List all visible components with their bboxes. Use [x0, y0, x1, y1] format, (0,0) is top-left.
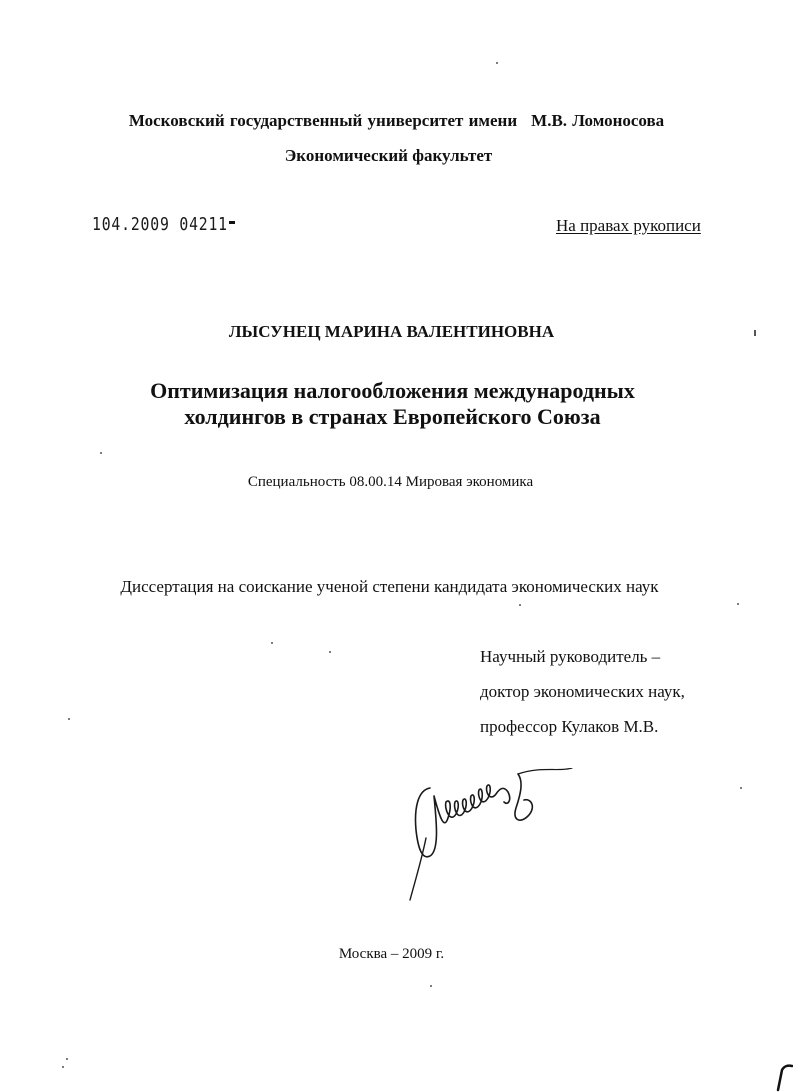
- scan-speck: [754, 330, 756, 336]
- catalog-number: 104.2009 04211: [92, 214, 228, 235]
- university-name-part2: М.В. Ломоносова: [531, 111, 665, 130]
- advisor-name: профессор Кулаков М.В.: [480, 717, 659, 736]
- scan-speck: [519, 604, 521, 606]
- catalog-dash-mark: [229, 221, 235, 224]
- scan-speck: [66, 1058, 68, 1060]
- university-name-part1: Московский государственный университет имени: [128, 111, 518, 130]
- advisor-role: Научный руководитель –: [480, 647, 661, 666]
- scan-speck: [430, 985, 432, 987]
- author-name: ЛЫСУНЕЦ МАРИНА ВАЛЕНТИНОВНА: [228, 322, 555, 341]
- signature-icon: [400, 768, 580, 908]
- manuscript-rights: На правах рукописи: [556, 216, 701, 235]
- title-line-1: Оптимизация налогообложения международных: [150, 378, 635, 403]
- scan-speck: [737, 603, 739, 605]
- dissertation-degree: Диссертация на соискание ученой степени кандидата экономических наук: [120, 577, 659, 596]
- university-name: [0, 111, 793, 131]
- scan-speck: [68, 718, 70, 720]
- place-and-year: Москва – 2009 г.: [338, 946, 445, 962]
- scan-speck: [329, 651, 331, 653]
- corner-scan-mark: [770, 1060, 793, 1092]
- scan-speck: [100, 452, 102, 454]
- scan-speck: [496, 62, 498, 64]
- dissertation-title: [0, 378, 789, 430]
- faculty-name: Экономический факультет: [284, 146, 493, 165]
- scan-speck: [271, 642, 273, 644]
- scan-speck: [740, 787, 742, 789]
- scan-speck: [62, 1066, 64, 1068]
- advisor-degree: доктор экономических наук,: [480, 682, 685, 701]
- title-line-2: холдингов в странах Европейского Союза: [184, 404, 601, 429]
- specialty: Специальность 08.00.14 Мировая экономика: [247, 474, 534, 490]
